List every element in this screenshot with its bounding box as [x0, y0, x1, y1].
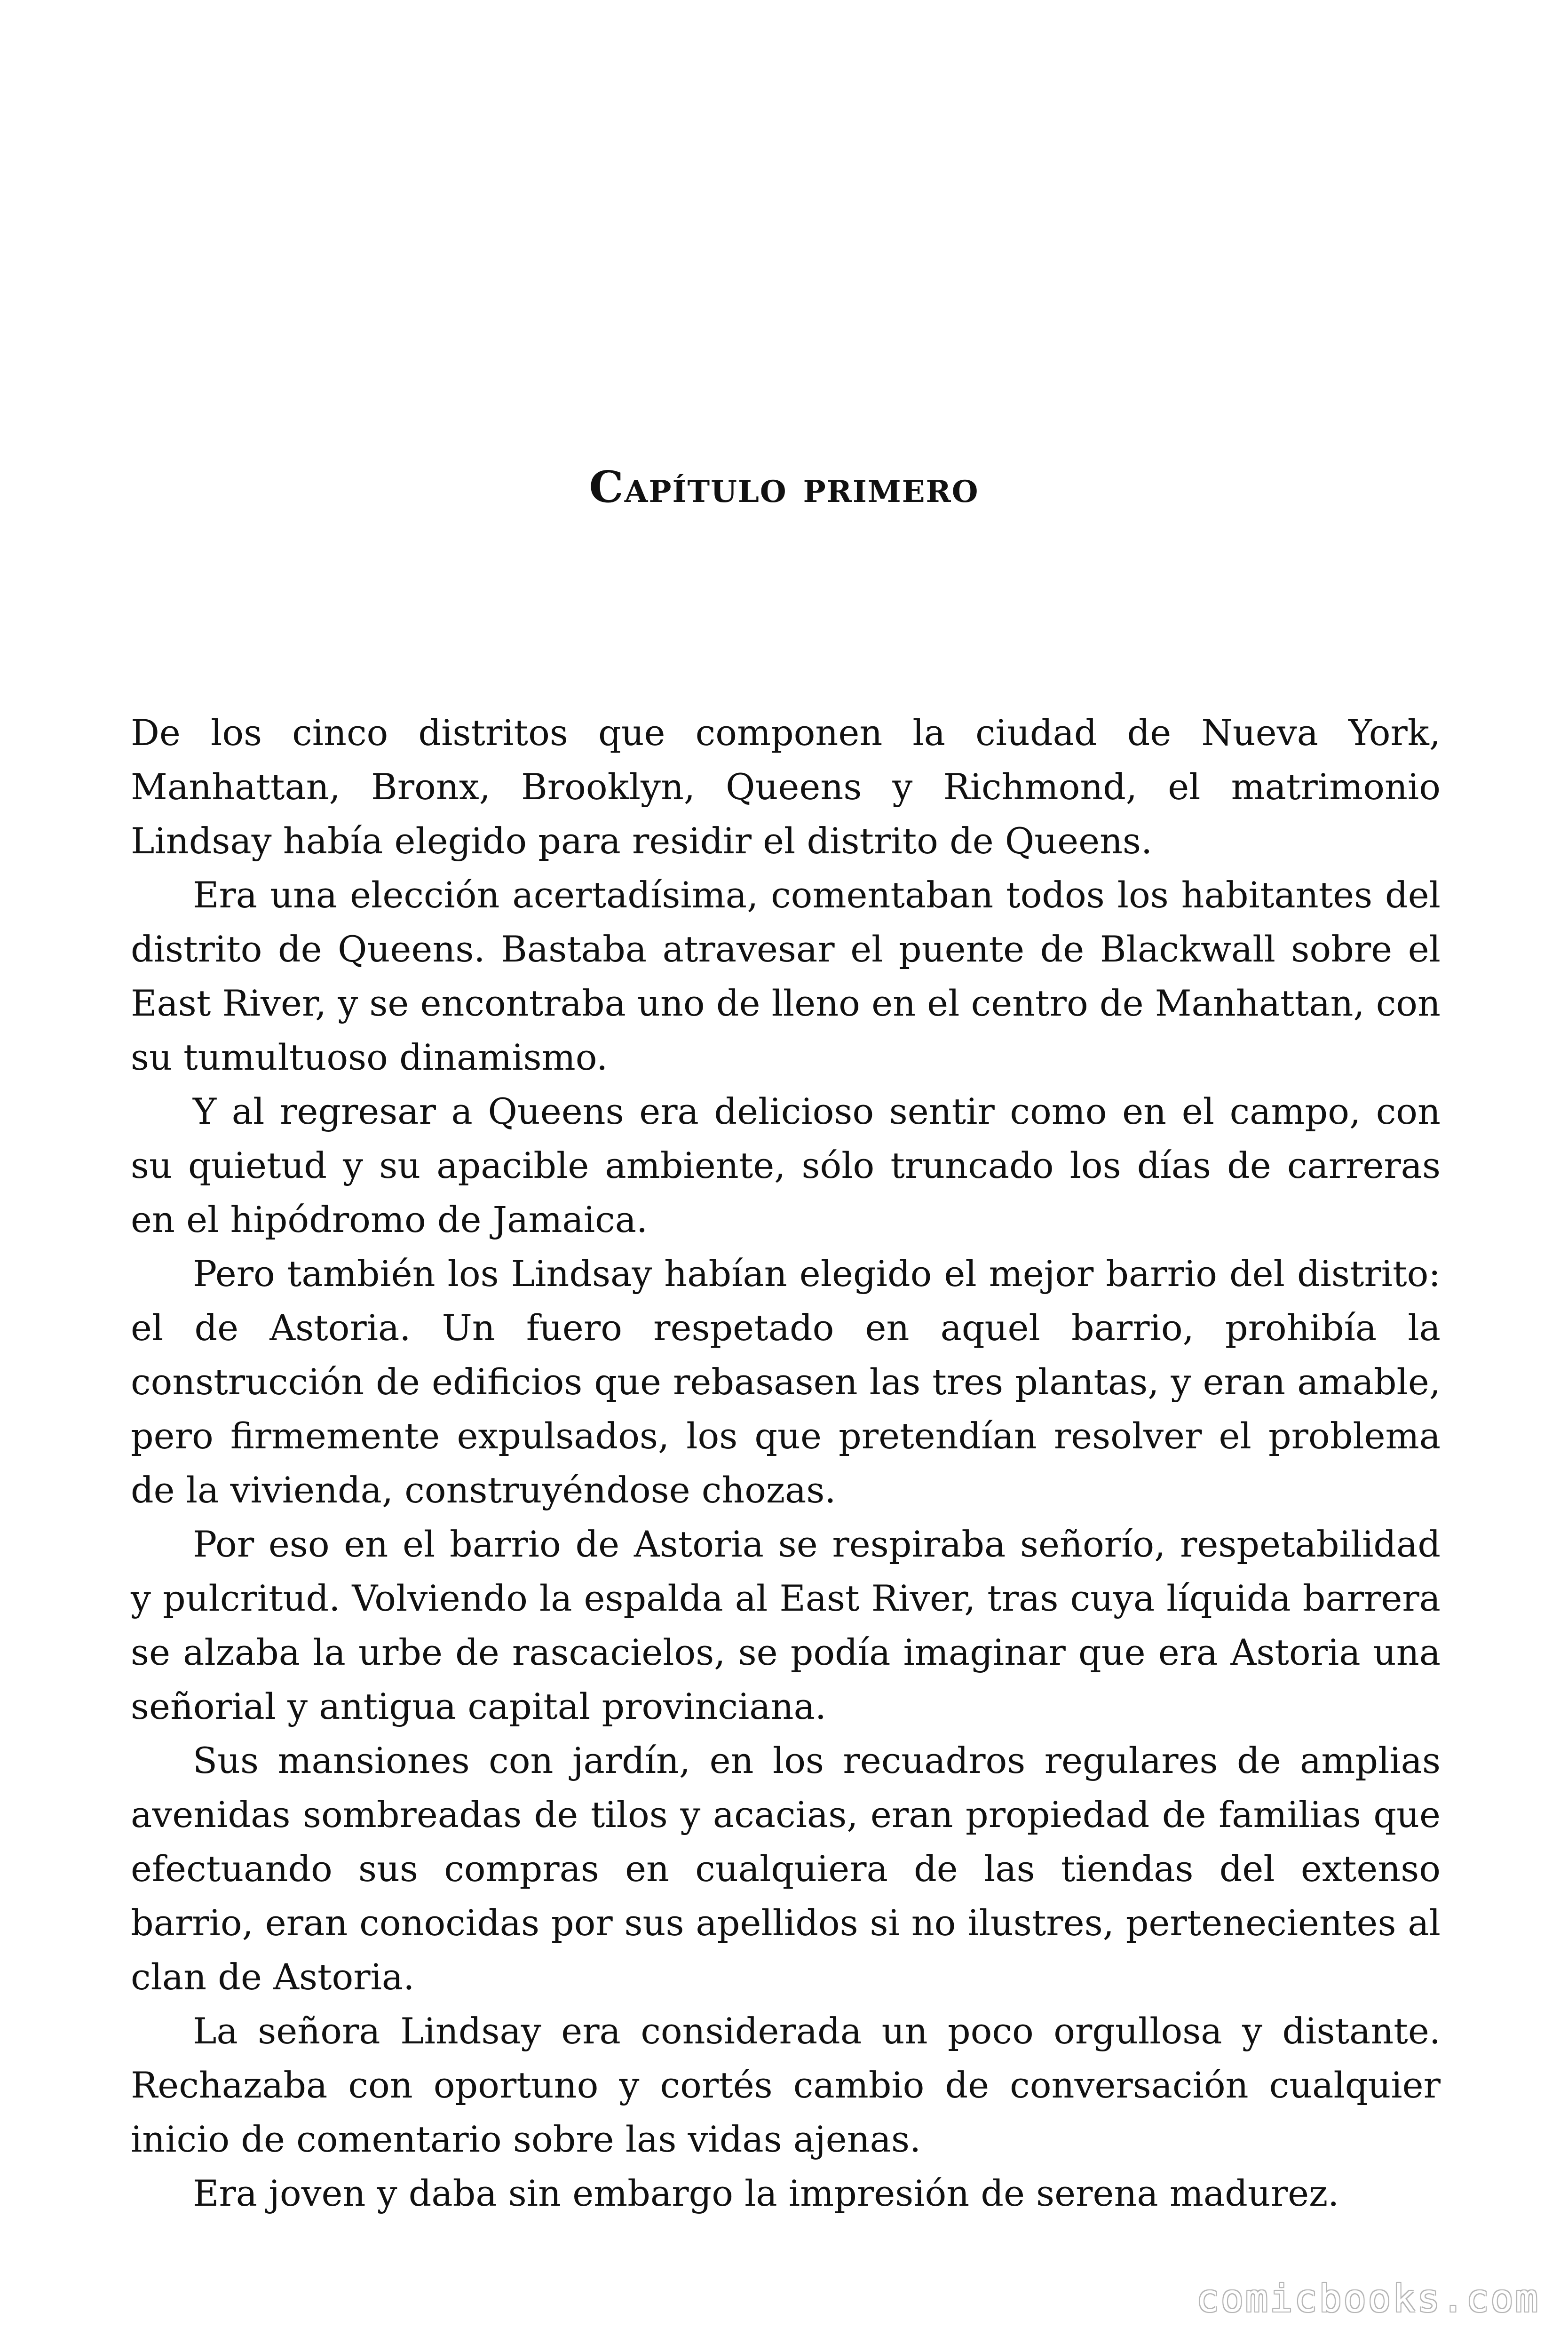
- paragraph: Era una elección acertadísima, comentaban todos los habitantes del distrito de Queens. Bastaba atravesar el puente de Blackwall sobre el East River, y se encontraba uno de lleno en el centro de Manhattan, con su tumultuoso dinamismo.: [131, 874, 1441, 1078]
- chapter-title: Capítulo primero: [589, 461, 979, 512]
- watermark: comicbooks.com: [1196, 2277, 1540, 2320]
- paragraph: Por eso en el barrio de Astoria se respiraba señorío, respetabilidad y pulcritud. Volviendo la espalda al East River, tras cuya líquida barrera se alzaba la urbe de rascacielos, se podía imaginar que era Astoria una señorial y antigua capital provinciana.: [131, 1523, 1441, 1727]
- paragraph: Y al regresar a Queens era delicioso sentir como en el campo, con su quietud y su apacible ambiente, sólo truncado los días de carreras en el hipódromo de Jamaica.: [131, 1090, 1441, 1240]
- paragraph: Era joven y daba sin embargo la impresión de serena madurez.: [193, 2172, 1339, 2214]
- paragraph: De los cinco distritos que componen la ciudad de Nueva York, Manhattan, Bronx, Brooklyn, Queens y Richmond, el matrimonio Lindsay había elegido para residir el distrito de Queens.: [131, 712, 1441, 862]
- paragraph: Sus mansiones con jardín, en los recuadros regulares de amplias avenidas sombreadas de tilos y acacias, eran propiedad de familias que efectuando sus compras en cualquiera de las tiendas del extenso barrio, eran conocidas por sus apellidos si no ilustres, pertenecientes al clan de Astoria.: [131, 1740, 1441, 1998]
- paragraph: La señora Lindsay era considerada un poco orgullosa y distante. Rechazaba con oportuno y cortés cambio de conversación cualquier inicio de comentario sobre las vidas ajenas.: [131, 2010, 1441, 2160]
- chapter-body: [131, 706, 1441, 2220]
- paragraph: Pero también los Lindsay habían elegido el mejor barrio del distrito: el de Astoria. Un fuero respetado en aquel barrio, prohibía la construcción de edificios que rebasasen las tres plantas, y eran amable, pero firmemente expulsados, los que pretendían resolver el problema de la vivienda, construyéndose chozas.: [131, 1253, 1441, 1511]
